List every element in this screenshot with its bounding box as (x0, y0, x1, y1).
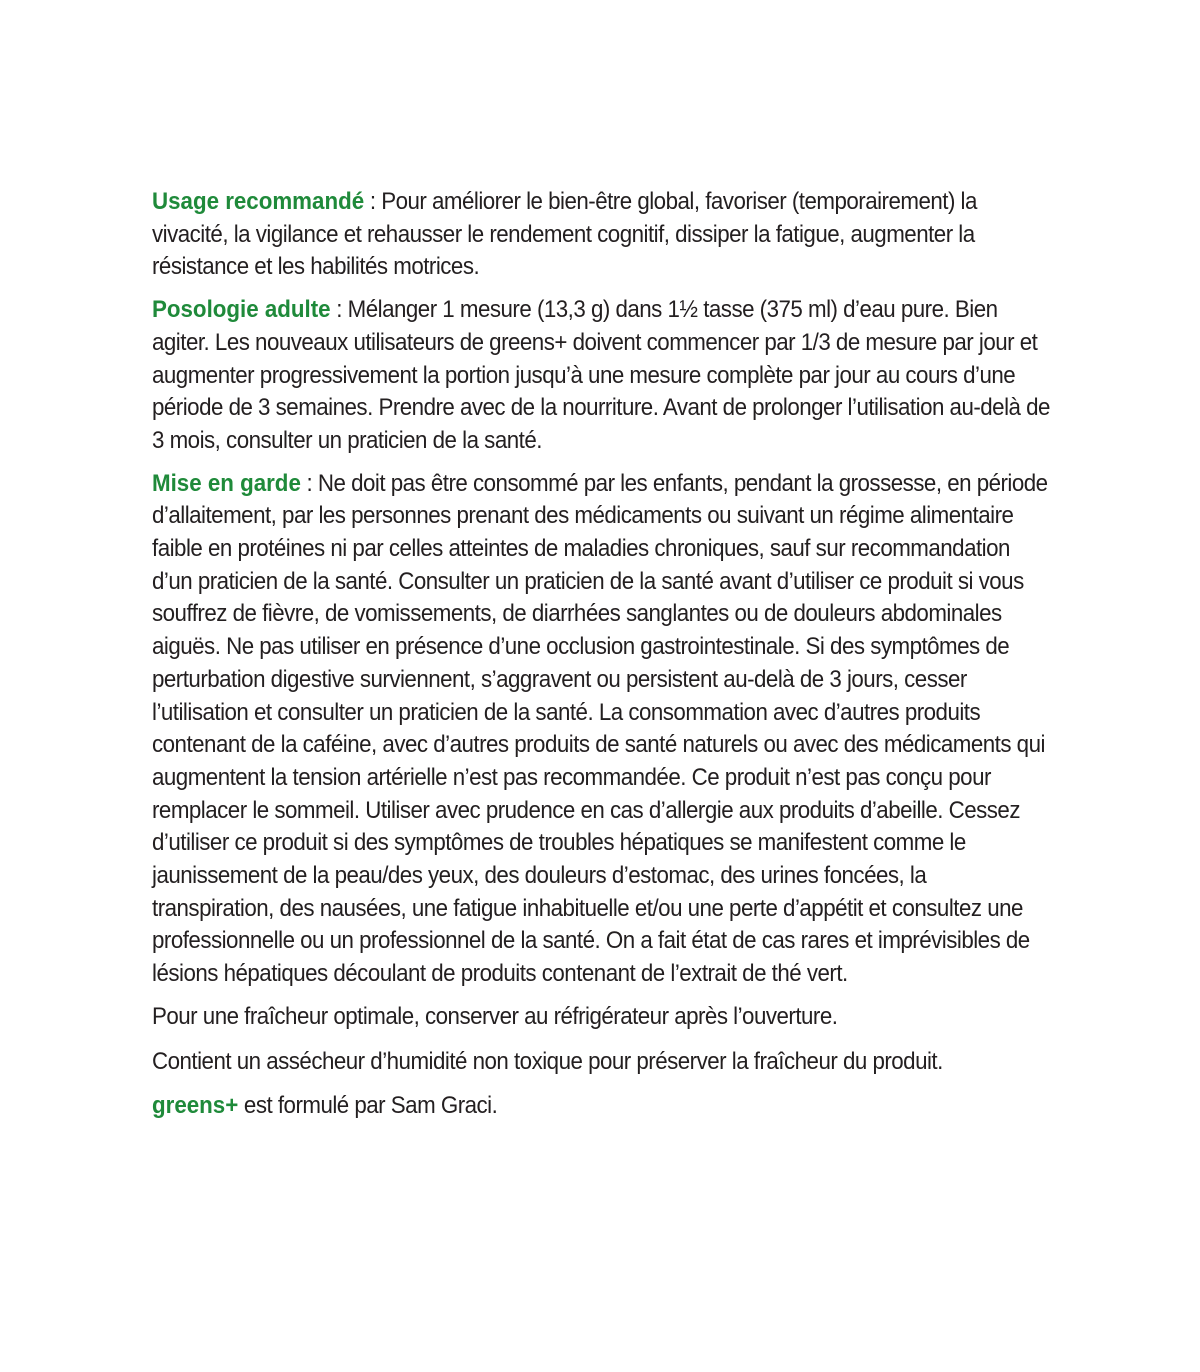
dosage-text: : Mélanger 1 mesure (13,3 g) dans 1½ tasse (375 ml) d’eau pure. Bien agiter. Les nouveaux utilisateurs de greens+ doivent commencer par 1/3 de mesure par jour et augmenter progressivement la portion jusqu’à une mesure complète par jour au cours d’une période de 3 semaines. Prendre avec de la nourriture. Avant de prolonger l’utilisation au-delà de 3 mois, consulter un praticien de la santé. (152, 296, 1050, 454)
warning-text: : Ne doit pas être consommé par les enfants, pendant la grossesse, en période d’allaitement, par les personnes prenant des médicaments ou suivant un régime alimentaire faible en protéines ni par celles atteintes de maladies chroniques, sauf sur recommandation d’un praticien de la santé. Consulter un praticien de la santé avant d’utiliser ce produit si vous souffrez de fièvre, de vomissements, de diarrhées sanglantes ou de douleurs abdominales aiguës. Ne pas utiliser en présence d’une occlusion gastrointestinale. Si des symptômes de perturbation digestive surviennent, s’aggravent ou persistent au-delà de 3 jours, cesser l’utilisation et consulter un praticien de la santé. La consommation avec d’autres produits contenant de la caféine, avec d’autres produits de santé naturels ou avec des médicaments qui augmentent la tension artérielle n’est pas recommandée. Ce produit n’est pas conçu pour remplacer le sommeil. Utiliser avec prudence en cas d’allergie aux produits d’abeille. Cessez d’utiliser ce produit si des symptômes de troubles hépatiques se manifestent comme le jaunissement de la peau/des yeux, des douleurs d’estomac, des urines foncées, la transpiration, des nausées, une fatigue inhabituelle et/ou une perte d’appétit et consultez une professionnelle ou un professionnel de la santé. On a fait état de cas rares et imprévisibles de lésions hépatiques découlant de produits contenant de l’extrait de thé vert. (152, 469, 1048, 988)
product-label-text (152, 186, 1052, 1133)
usage-heading: Usage recommandé (152, 188, 365, 215)
credit-paragraph (152, 1090, 1052, 1123)
brand-name: greens+ (152, 1092, 239, 1120)
dosage-paragraph (152, 294, 1052, 458)
credit-text: est formulé par Sam Graci. (238, 1092, 498, 1120)
storage-paragraph: Pour une fraîcheur optimale, conserver au réfrigérateur après l’ouverture. (152, 1002, 838, 1030)
usage-text: : Pour améliorer le bien-être global, favoriser (temporairement) la vivacité, la vigilance et rehausser le rendement cognitif, dissiper la fatigue, augmenter la résistance et les habilités motrices. (152, 188, 977, 281)
desiccant-paragraph: Contient un assécheur d’humidité non toxique pour préserver la fraîcheur du produit. (152, 1047, 943, 1075)
dosage-heading: Posologie adulte (152, 296, 331, 324)
usage-paragraph (152, 186, 1052, 284)
warning-heading: Mise en garde (152, 469, 301, 497)
warning-paragraph (152, 468, 1052, 991)
